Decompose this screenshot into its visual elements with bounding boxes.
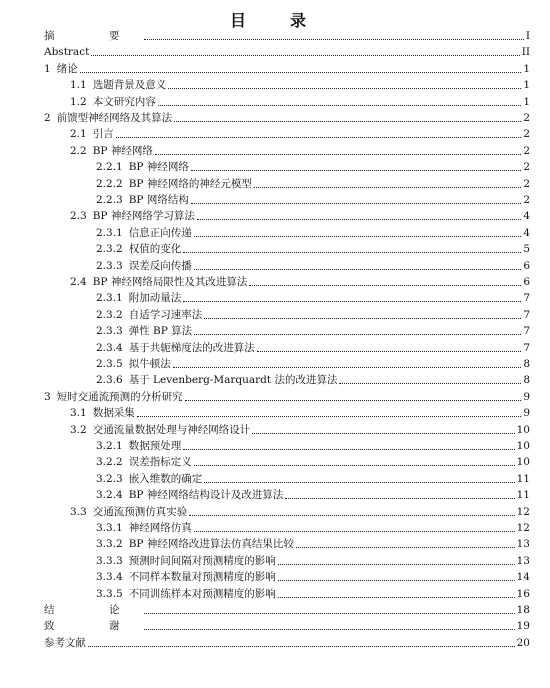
- toc-entry[interactable]: [44, 603, 530, 617]
- toc-entry-text: 绪论: [56, 62, 78, 75]
- toc-entry-page: 8: [523, 374, 530, 387]
- toc-entry-label: [70, 424, 250, 437]
- toc-entry-page: 18: [516, 604, 530, 616]
- toc-dot-leader: [183, 301, 521, 302]
- toc-entry-label: [96, 473, 202, 486]
- toc-entry-label: [70, 128, 114, 141]
- toc-entry-text: 数据采集: [92, 407, 135, 420]
- toc-entry-page: 13: [516, 554, 530, 567]
- toc-entry-text: 拟牛顿法: [128, 358, 171, 370]
- toc-entry-page: 6: [523, 276, 530, 288]
- toc-entry-text: BP 神经网络局限性及其改进算法: [92, 276, 248, 288]
- toc-entry-text: 权值的变化: [128, 243, 182, 256]
- toc-entry[interactable]: [44, 111, 530, 125]
- toc-dot-leader: [155, 154, 521, 155]
- toc-entry[interactable]: [96, 193, 530, 207]
- toc-entry-label: [96, 292, 181, 305]
- toc-entry-page: 2: [523, 177, 530, 190]
- toc-entry-label: [70, 96, 156, 109]
- toc-dot-leader: [339, 383, 521, 384]
- toc-entry[interactable]: [96, 291, 530, 305]
- toc-entry-number: 1.1: [70, 79, 87, 92]
- toc-dot-leader: [185, 400, 522, 401]
- toc-entry-page: 14: [516, 571, 530, 584]
- toc-entry-label: [96, 260, 192, 273]
- toc-entry-number: 3.2.2: [96, 456, 123, 469]
- toc-entry-text: BP 神经网络的神经元模型: [128, 177, 252, 190]
- toc-entry-page: 4: [523, 226, 530, 239]
- toc-dot-leader: [173, 367, 522, 368]
- toc-dot-leader: [204, 318, 521, 319]
- toc-dot-leader: [252, 433, 514, 434]
- toc-entry-number: 2.2: [70, 144, 87, 157]
- toc-entry-page: 12: [516, 505, 530, 518]
- toc-dot-leader: [144, 613, 515, 614]
- toc-entry-label: [44, 637, 86, 650]
- toc-entry[interactable]: [96, 537, 530, 551]
- toc-dot-leader: [191, 203, 521, 204]
- toc-entry-text: 基于共轭梯度法的改进算法: [128, 341, 255, 354]
- toc-entry-number: 3.3.5: [96, 587, 123, 600]
- toc-entry-page: 16: [516, 587, 530, 600]
- toc-entry-number: 3.3.4: [96, 571, 123, 584]
- toc-entry-label: [70, 407, 135, 420]
- toc-dot-leader: [144, 39, 524, 40]
- toc-entry-text: 本文研究内容: [92, 95, 156, 108]
- toc-entry-text: 结 论: [44, 604, 142, 616]
- toc-dot-leader: [254, 187, 521, 188]
- toc-entry-text: BP 神经网络改进算法仿真结果比较: [128, 538, 294, 551]
- toc-entry-text: BP 神经网络: [128, 161, 189, 174]
- toc-entry-label: [96, 342, 255, 355]
- toc-entry-text: 自适学习速率法: [128, 308, 203, 321]
- toc-entry-label: [44, 63, 78, 76]
- toc-entry-page: 10: [516, 456, 530, 469]
- toc-entry[interactable]: [96, 521, 530, 535]
- toc-entry-number: 2.3.6: [96, 374, 123, 387]
- toc-dot-leader: [137, 416, 522, 417]
- toc-entry[interactable]: [96, 177, 530, 191]
- toc-entry-page: 9: [523, 407, 530, 420]
- toc-entry-label: [96, 571, 276, 584]
- toc-entry-label: [70, 506, 187, 519]
- toc-dot-leader: [80, 72, 522, 73]
- toc-dot-leader: [168, 88, 521, 89]
- toc-entry-label: [96, 522, 192, 535]
- toc-entry-number: 3.2.3: [96, 472, 123, 485]
- toc-entry[interactable]: [70, 275, 530, 289]
- toc-entry-page: 1: [523, 62, 530, 75]
- toc-entry[interactable]: [44, 45, 530, 59]
- toc-entry-page: 10: [516, 440, 530, 452]
- toc-entry-number: 2.2.1: [96, 161, 123, 174]
- toc-dot-leader: [285, 498, 514, 499]
- toc-dot-leader: [278, 564, 515, 565]
- toc-entry-page: 11: [516, 472, 530, 485]
- toc-entry-text: 参考文献: [44, 636, 86, 649]
- toc-entry-number: 3.2: [70, 423, 87, 436]
- toc-dot-leader: [194, 334, 521, 335]
- toc-entry-number: 2.3.2: [96, 308, 123, 321]
- toc-dot-leader: [296, 547, 515, 548]
- toc-entry-text: 不同训练样本对预测精度的影响: [128, 587, 276, 600]
- toc-entry-text: 误差反向传播: [128, 259, 192, 272]
- toc-entry-number: 3.3: [70, 505, 87, 518]
- toc-entry[interactable]: [96, 587, 530, 601]
- toc-entry[interactable]: [96, 341, 530, 355]
- toc-entry-label: [96, 178, 252, 191]
- toc-entry[interactable]: [96, 554, 530, 568]
- toc-entry-page: 8: [523, 358, 530, 370]
- toc-entry-text: 嵌入维数的确定: [128, 472, 203, 485]
- toc-entry-number: 2.4: [70, 276, 87, 288]
- toc-entry[interactable]: [70, 406, 530, 420]
- toc-entry-text: Abstract: [44, 46, 90, 59]
- toc-entry-text: BP 神经网络: [92, 144, 153, 157]
- toc-entry-label: [96, 489, 283, 502]
- toc-entry-number: 2.3.1: [96, 226, 123, 239]
- toc-entry-page: 12: [516, 522, 530, 534]
- toc-entry-label: [44, 46, 89, 59]
- toc-entry-label: [44, 30, 142, 43]
- toc-entry-number: 2.3.3: [96, 325, 123, 338]
- toc-entry[interactable]: [96, 488, 530, 502]
- toc-entry-page: 13: [516, 538, 530, 551]
- toc-entry-page: 7: [523, 292, 530, 305]
- toc-entry-label: [44, 604, 142, 617]
- toc-entry-label: [96, 440, 181, 453]
- toc-entry-label: [70, 276, 247, 289]
- toc-entry-label: [44, 112, 172, 125]
- toc-dot-leader: [174, 121, 521, 122]
- toc-entry-number: 2.3.2: [96, 243, 123, 256]
- toc-entry-text: 弹性 BP 算法: [128, 325, 193, 338]
- toc-entry[interactable]: [96, 455, 530, 469]
- toc-entry-label: [96, 194, 189, 207]
- toc-entry[interactable]: [96, 160, 530, 174]
- toc-entry-page: 7: [523, 325, 530, 338]
- toc-entry-text: 神经网络仿真: [128, 522, 192, 534]
- toc-entry-page: 2: [523, 161, 530, 174]
- toc-entry-number: 2.3.5: [96, 358, 123, 370]
- toc-entry-page: 20: [516, 636, 530, 649]
- toc-dot-leader: [194, 531, 515, 532]
- toc-entry-text: BP 神经网络学习算法: [92, 210, 195, 223]
- toc-dot-leader: [257, 351, 522, 352]
- toc-entry-text: 预测时间间隔对预测精度的影响: [128, 554, 276, 567]
- toc-dot-leader: [183, 252, 521, 253]
- toc-entry-page: 2: [523, 194, 530, 206]
- toc-entry-number: 3: [44, 390, 51, 403]
- toc-entry-label: [96, 309, 202, 322]
- toc-entry-label: [70, 145, 153, 158]
- toc-entry-number: 2: [44, 112, 51, 124]
- toc-dot-leader: [116, 137, 522, 138]
- toc-entry[interactable]: [70, 144, 530, 158]
- toc-entry-text: 致 谢: [44, 620, 142, 633]
- toc-entry-text: 选题背景及意义: [92, 79, 167, 92]
- toc-entry[interactable]: [96, 308, 530, 322]
- toc-entry-number: 3.3.3: [96, 554, 123, 567]
- toc-dot-leader: [183, 449, 514, 450]
- toc-entry-label: [96, 456, 192, 469]
- toc-entry-text: BP 神经网络结构设计及改进算法: [128, 489, 284, 502]
- toc-entry[interactable]: [96, 259, 530, 273]
- toc-entry-text: 摘 要: [44, 30, 142, 42]
- toc-dot-leader: [278, 580, 515, 581]
- toc-entry-label: [44, 391, 183, 404]
- toc-entry-number: 3.3.1: [96, 522, 123, 534]
- toc-entry-label: [96, 588, 276, 601]
- toc-dot-leader: [197, 219, 521, 220]
- toc-entry[interactable]: [70, 127, 530, 141]
- toc-entry[interactable]: [96, 439, 530, 453]
- toc-entry-page: 1: [523, 95, 530, 108]
- toc-entry-text: 交通流量数据处理与神经网络设计: [92, 423, 251, 436]
- toc-entry-number: 3.2.1: [96, 440, 123, 452]
- toc-dot-leader: [278, 597, 515, 598]
- toc-dot-leader: [158, 105, 522, 106]
- toc-entry-label: [96, 538, 294, 551]
- toc-entry-text: 信息正向传递: [128, 226, 192, 239]
- toc-entry[interactable]: [44, 62, 530, 76]
- toc-entry-text: 数据预处理: [128, 440, 182, 452]
- toc-entry-text: BP 网络结构: [128, 194, 189, 206]
- toc-dot-leader: [88, 646, 515, 647]
- toc-entry-label: [96, 161, 189, 174]
- toc-entry[interactable]: [70, 423, 530, 437]
- toc-entry-page: I: [525, 30, 530, 42]
- toc-entry-number: 2.2.3: [96, 194, 123, 206]
- toc-entry-page: 2: [523, 128, 530, 141]
- toc-entry-label: [44, 620, 142, 633]
- toc-entry-page: 11: [516, 489, 530, 502]
- toc-dot-leader: [249, 285, 521, 286]
- toc-entry[interactable]: [96, 373, 530, 387]
- toc-entry-label: [96, 325, 192, 338]
- toc-entry-label: [96, 555, 276, 568]
- toc-entry[interactable]: [96, 570, 530, 584]
- toc-entry-label: [70, 210, 195, 223]
- toc-entry-text: 引言: [92, 128, 114, 141]
- toc-entry-page: 7: [523, 341, 530, 354]
- toc-entry-page: 6: [523, 259, 530, 272]
- toc-dot-leader: [189, 515, 514, 516]
- toc-entry-page: 9: [523, 390, 530, 403]
- toc-entry-number: 2.3: [70, 210, 87, 223]
- toc-entry-page: 7: [523, 308, 530, 321]
- toc-entry-number: 3.2.4: [96, 489, 123, 502]
- toc-entry-page: 5: [523, 243, 530, 256]
- toc-entry-number: 1.2: [70, 95, 87, 108]
- toc-entry-label: [70, 79, 166, 92]
- toc-dot-leader: [194, 236, 522, 237]
- toc-entry-text: 误差指标定义: [128, 456, 192, 469]
- toc-entry[interactable]: [70, 95, 530, 109]
- toc-entry[interactable]: [96, 226, 530, 240]
- toc-entry-number: 1: [44, 62, 51, 75]
- toc-entry-page: II: [521, 46, 530, 59]
- toc-dot-leader: [194, 269, 522, 270]
- toc-dot-leader: [191, 170, 521, 171]
- toc-entry-text: 基于 Levenberg-Marquardt 法的改进算法: [128, 374, 338, 387]
- toc-entry-page: 1: [523, 79, 530, 92]
- toc-entry[interactable]: [96, 242, 530, 256]
- toc-entry[interactable]: [70, 505, 530, 519]
- toc-entry-number: 2.3.4: [96, 341, 123, 354]
- toc-entry[interactable]: [44, 619, 530, 633]
- toc-entry[interactable]: [44, 29, 530, 43]
- toc-entry[interactable]: [96, 357, 530, 371]
- toc-entry-number: 3.3.2: [96, 538, 123, 551]
- toc-title: 目 录: [229, 11, 320, 30]
- toc-entry-label: [96, 243, 181, 256]
- toc-entry-text: 前馈型神经网络及其算法: [56, 112, 173, 124]
- toc-entry-page: 4: [523, 210, 530, 223]
- toc-entry-number: 2.2.2: [96, 177, 123, 190]
- toc-dot-leader: [144, 629, 515, 630]
- toc-entry-page: 19: [516, 620, 530, 633]
- toc-entry-number: 3.1: [70, 407, 87, 420]
- toc-entry-label: [96, 358, 171, 371]
- toc-entry-number: 2.3.3: [96, 259, 123, 272]
- toc-entry[interactable]: [70, 78, 530, 92]
- toc-entry[interactable]: [96, 324, 530, 338]
- toc-entry-text: 附加动量法: [128, 292, 182, 305]
- toc-entry-number: 2.1: [70, 128, 87, 141]
- toc-entry-page: 2: [523, 112, 530, 124]
- toc-entry[interactable]: [44, 390, 530, 404]
- toc-entry-text: 不同样本数量对预测精度的影响: [128, 571, 276, 584]
- toc-entry-number: 2.3.1: [96, 292, 123, 305]
- toc-entry-text: 交通流预测仿真实验: [92, 505, 188, 518]
- toc-entry-label: [96, 374, 337, 387]
- toc-entry-page: 10: [516, 423, 530, 436]
- toc-entry[interactable]: [96, 472, 530, 486]
- toc-entry-label: [96, 227, 192, 240]
- toc-dot-leader: [204, 482, 514, 483]
- toc-dot-leader: [194, 465, 515, 466]
- toc-entry-page: 2: [523, 144, 530, 157]
- toc-entry[interactable]: [44, 636, 530, 650]
- toc-entry[interactable]: [70, 209, 530, 223]
- toc-dot-leader: [91, 55, 519, 56]
- toc-entry-text: 短时交通流预测的分析研究: [56, 390, 183, 403]
